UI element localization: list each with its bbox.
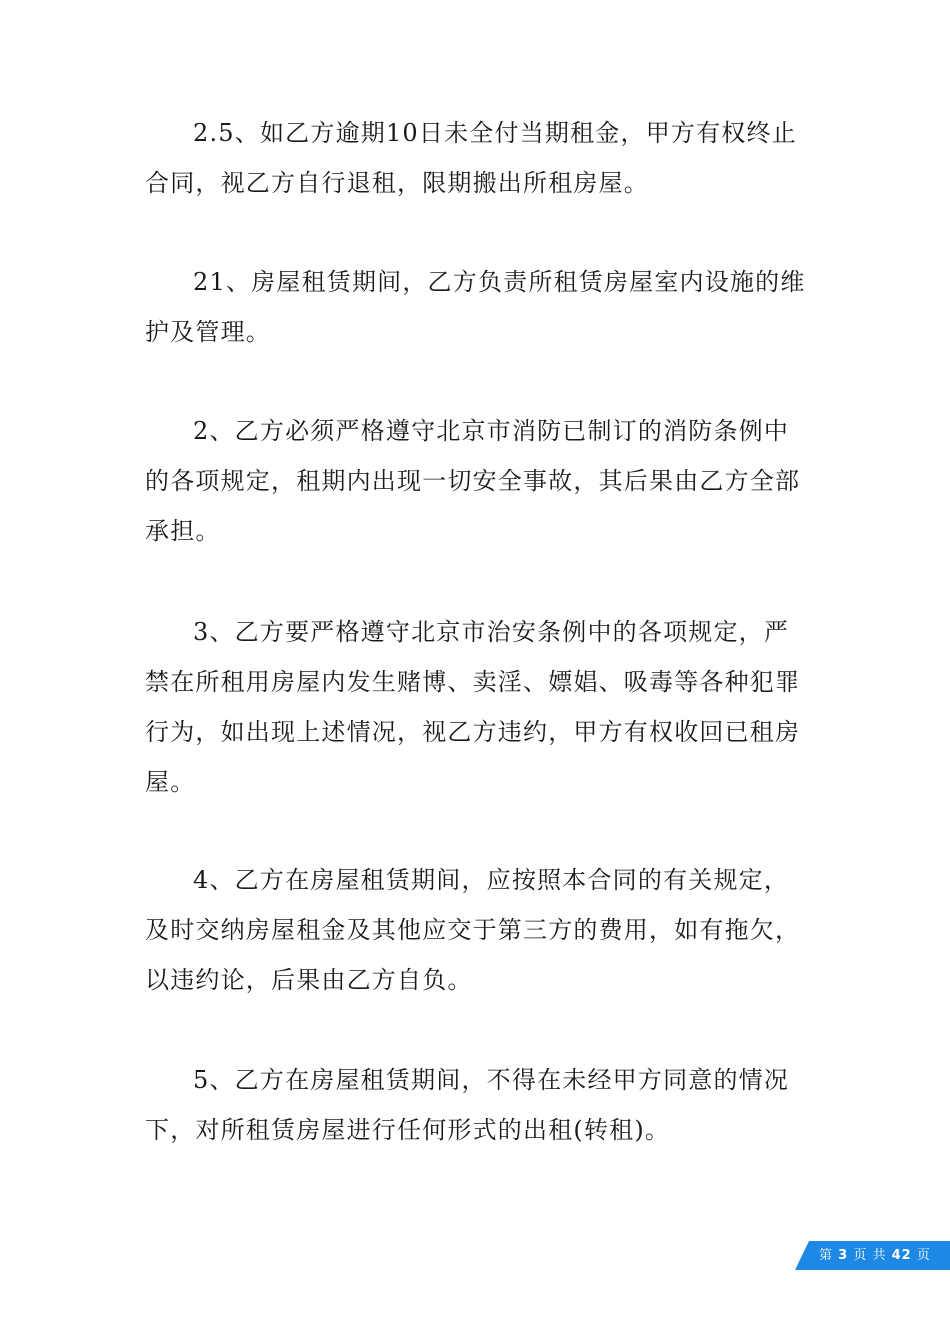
page-middle: 页 共 (853, 1248, 887, 1263)
paragraph-2-5: 2.5、如乙方逾期10日未全付当期租金，甲方有权终止合同，视乙方自行退租，限期搬出所租房屋。 (145, 119, 797, 197)
paragraph-21: 21、房屋租赁期间，乙方负责所租赁房屋室内设施的维护及管理。 (145, 268, 806, 346)
current-page-number: 3 (838, 1248, 849, 1263)
paragraph-3: 3、乙方要严格遵守北京市治安条例中的各项规定，严禁在所租用房屋内发生赌博、卖淫、嫖娼、吸毒等各种犯罪行为，如出现上述情况，视乙方违约，甲方有权收回已租房屋。 (145, 618, 801, 796)
paragraph-2: 2、乙方必须严格遵守北京市消防已制订的消防条例中的各项规定，租期内出现一切安全事故，其后果由乙方全部承担。 (145, 417, 801, 545)
page-prefix: 第 (819, 1248, 834, 1263)
paragraph-5: 5、乙方在房屋租赁期间，不得在未经甲方同意的情况下，对所租赁房屋进行任何形式的出租(转租)。 (145, 1066, 790, 1144)
total-pages-number: 42 (891, 1248, 912, 1263)
page-indicator (819, 1241, 931, 1270)
page-number-footer (795, 1241, 950, 1270)
page-suffix: 页 (916, 1248, 931, 1263)
paragraph-4: 4、乙方在房屋租赁期间，应按照本合同的有关规定，及时交纳房屋租金及其他应交于第三方的费用，如有拖欠，以违约论，后果由乙方自负。 (145, 866, 801, 994)
